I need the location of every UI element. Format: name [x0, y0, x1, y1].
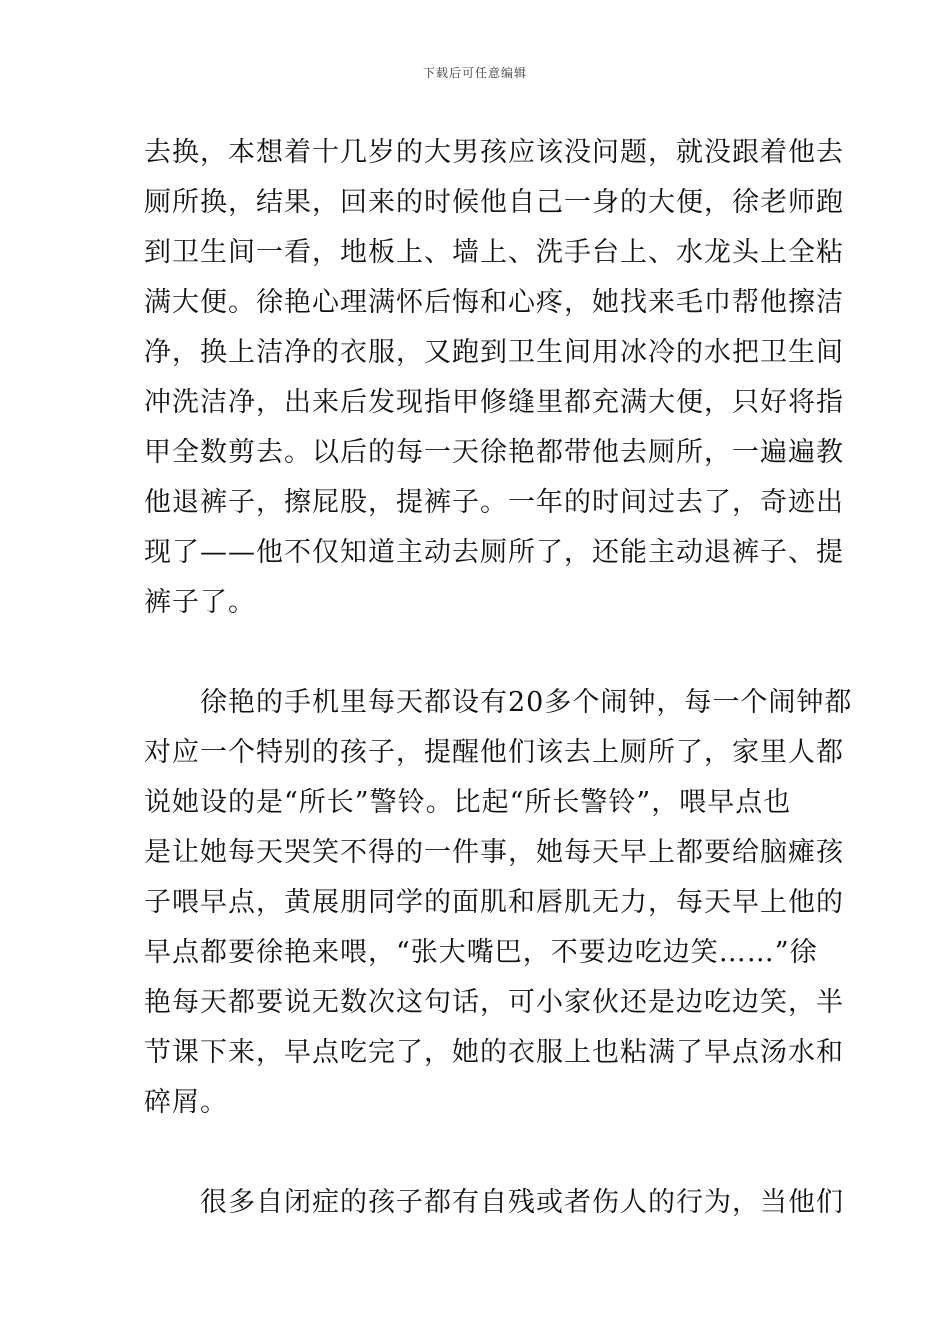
text-line: 现了——他不仅知道主动去厕所了，还能主动退裤子、提 — [144, 537, 844, 568]
text-line: 冲洗洁净，出来后发现指甲修缝里都充满大便，只好将指 — [144, 387, 844, 418]
page-header: 下载后可任意编辑 — [422, 66, 527, 80]
paragraph-gap — [144, 1128, 814, 1178]
text-line: 子喂早点，黄展朋同学的面肌和唇肌无力，每天早上他的 — [144, 887, 844, 918]
text-line: 是让她每天哭笑不得的一件事，她每天早上都要给脑瘫孩 — [144, 837, 844, 868]
text-line: 节课下来，早点吃完了，她的衣服上也粘满了早点汤水和 — [144, 1037, 844, 1068]
text-line: 艳每天都要说无数次这句话，可小家伙还是边吃边笑，半 — [144, 987, 844, 1018]
text-line: 满大便。徐艳心理满怀后悔和心疼，她找来毛巾帮他擦洁 — [144, 287, 844, 318]
text-line: 去换，本想着十几岁的大男孩应该没问题，就没跟着他去 — [144, 137, 844, 168]
text-line: 到卫生间一看，地板上、墙上、洗手台上、水龙头上全粘 — [144, 237, 844, 268]
body-text — [144, 128, 853, 1228]
paragraph-3 — [144, 1178, 844, 1228]
text-line: 说她设的是“所长”警铃。比起“所长警铃”，喂早点也 — [144, 787, 792, 818]
text-line: 很多自闭症的孩子都有自残或者伤人的行为，当他们 — [200, 1187, 844, 1218]
text-line: 甲全数剪去。以后的每一天徐艳都带他去厕所，一遍遍教 — [144, 437, 844, 468]
text-line: 碎屑。 — [144, 1087, 228, 1118]
paragraph-gap — [144, 628, 814, 678]
text-line: 厕所换，结果，回来的时候他自己一身的大便，徐老师跑 — [144, 187, 844, 218]
paragraph-1 — [144, 128, 844, 628]
text-line: 净，换上洁净的衣服，又跑到卫生间用冰冷的水把卫生间 — [144, 337, 844, 368]
text-line: 他退裤子，擦屁股，提裤子。一年的时间过去了，奇迹出 — [144, 487, 844, 518]
text-line: 早点都要徐艳来喂，“张大嘴巴，不要边吃边笑……”徐 — [144, 937, 818, 968]
text-line: 对应一个特别的孩子，提醒他们该去上厕所了，家里人都 — [144, 737, 844, 768]
text-line: 徐艳的手机里每天都设有20多个闹钟，每一个闹钟都 — [200, 687, 853, 718]
paragraph-2 — [144, 678, 853, 1128]
text-line: 裤子了。 — [144, 587, 256, 618]
